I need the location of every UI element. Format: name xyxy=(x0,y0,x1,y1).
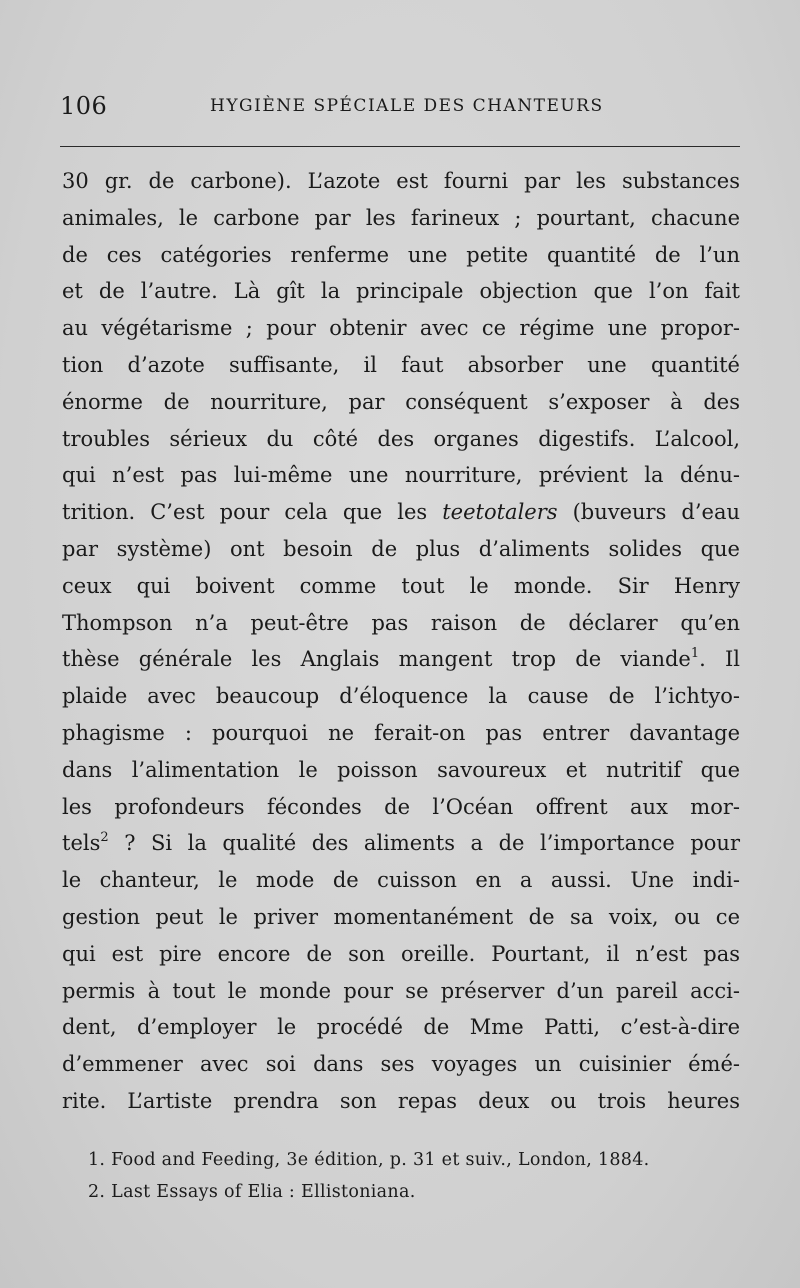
text-line: de ces catégories renferme une petite quantité de l’un xyxy=(62,242,740,267)
text-line xyxy=(62,641,740,678)
italic-term: teetotalers xyxy=(442,500,558,525)
page-number: 106 xyxy=(60,92,108,120)
text-line: troubles sérieux du côté des organes digestifs. L’alcool, xyxy=(62,426,740,451)
line-text-after: . Il xyxy=(699,647,740,672)
text-line: dans l’alimentation le poisson savoureux et nutritif que xyxy=(62,757,740,782)
text-line: par système) ont besoin de plus d’aliments solides que xyxy=(62,536,740,561)
footnote-2: 2. Last Essays of Elia : Ellistoniana. xyxy=(88,1182,416,1202)
text-line: tion d’azote suffisante, il faut absorber une quantité xyxy=(62,352,740,377)
footnote-marker: 2 xyxy=(100,830,109,846)
text-line: énorme de nourriture, par conséquent s’exposer à des xyxy=(62,389,740,414)
line-text-before: trition. C’est pour cela que les xyxy=(62,500,443,525)
text-line: au végétarisme ; pour obtenir avec ce régime une propor- xyxy=(62,316,740,341)
text-line: gestion peut le priver momentanément de sa voix, ou ce xyxy=(62,904,740,929)
footnote-marker: 1 xyxy=(690,646,700,662)
running-title: HYGIÈNE SPÉCIALE DES CHANTEURS xyxy=(210,96,604,116)
line-text-after: ? Si la qualité des aliments a de l’importance pour xyxy=(108,831,740,856)
text-line: qui est pire encore de son oreille. Pourtant, il n’est pas xyxy=(62,941,740,966)
text-line xyxy=(62,494,740,531)
footnotes xyxy=(88,1144,740,1208)
text-line: les profondeurs fécondes de l’Océan offrent aux mor- xyxy=(62,794,740,819)
text-line: dent, d’employer le procédé de Mme Patti, c’est-à-dire xyxy=(62,1015,740,1040)
text-line: d’emmener avec soi dans ses voyages un cuisinier émé- xyxy=(62,1052,740,1077)
line-text-before: thèse générale les Anglais mangent trop de viande xyxy=(62,647,691,672)
text-line: permis à tout le monde pour se préserver d’un pareil acci- xyxy=(62,978,740,1003)
text-line: 30 gr. de carbone). L’azote est fourni par les substances xyxy=(62,169,740,193)
line-text-before: tels xyxy=(62,831,101,856)
text-line: et de l’autre. Là gît la principale objection que l’on fait xyxy=(62,279,740,304)
text-line: Thompson n’a peut-être pas raison de déclarer qu’en xyxy=(62,610,740,635)
body-text xyxy=(62,163,740,1120)
line-text-after: (buveurs d’eau xyxy=(557,500,740,525)
text-line: ceux qui boivent comme tout le monde. Sir Henry xyxy=(62,573,740,598)
text-line: animales, le carbone par les farineux ; pourtant, chacune xyxy=(62,205,740,230)
text-line: phagisme : pourquoi ne ferait-on pas entrer davantage xyxy=(62,720,740,745)
header-rule xyxy=(60,146,740,147)
text-line: plaide avec beaucoup d’éloquence la cause de l’ichtyo- xyxy=(62,684,740,709)
text-line xyxy=(62,825,740,862)
text-line: rite. L’artiste prendra son repas deux ou trois heures xyxy=(62,1088,740,1113)
text-line: qui n’est pas lui-même une nourriture, prévient la dénu- xyxy=(62,463,740,488)
running-head xyxy=(60,92,740,132)
footnote-1: 1. Food and Feeding, 3e édition, p. 31 et suiv., London, 1884. xyxy=(88,1150,650,1170)
text-line: le chanteur, le mode de cuisson en a aussi. Une indi- xyxy=(62,868,740,893)
